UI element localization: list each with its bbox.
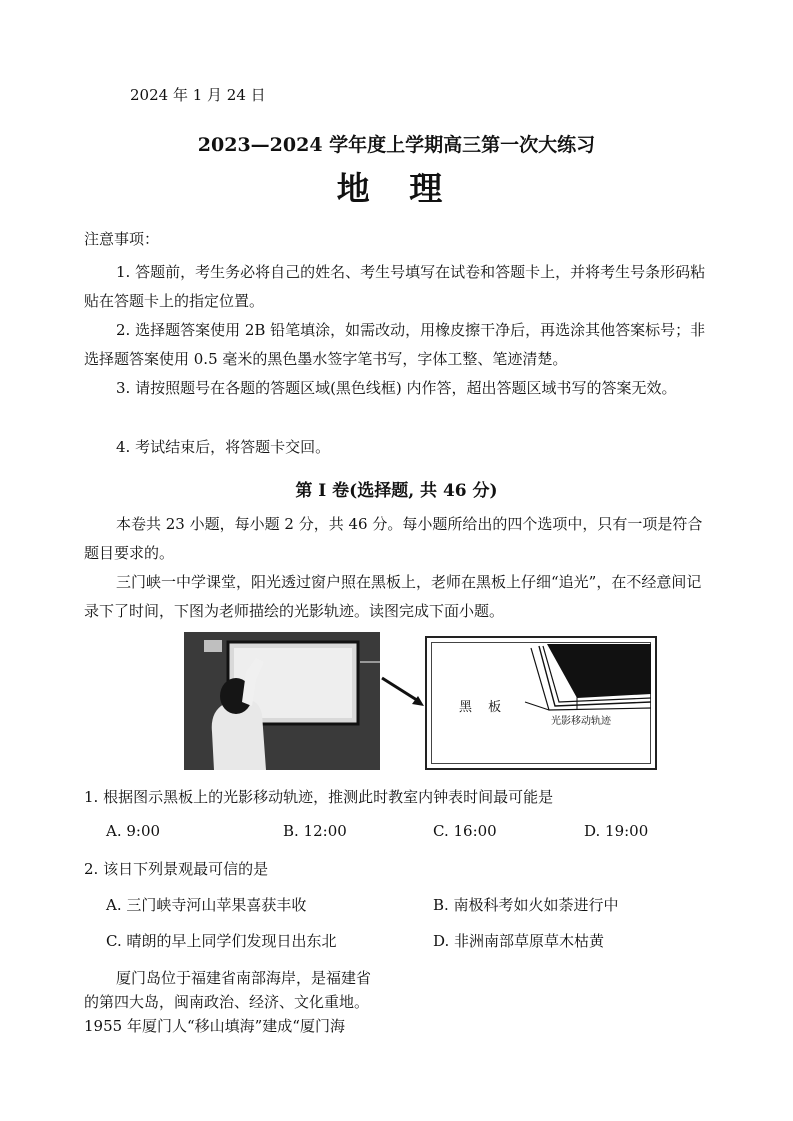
question-2-stem: 2. 该日下列景观最可信的是 bbox=[84, 860, 269, 878]
material-2-line-2: 的第四大岛，闽南政治、经济、文化重地。 bbox=[84, 993, 370, 1011]
material-2-line-1: 厦门岛位于福建省南部海岸，是福建省 bbox=[116, 969, 372, 987]
question-1-option-b: B. 12:00 bbox=[283, 822, 347, 840]
question-1-option-c: C. 16:00 bbox=[433, 822, 497, 840]
classroom-photo-drawing bbox=[184, 632, 380, 770]
question-1-option-d: D. 19:00 bbox=[584, 822, 649, 840]
question-2-option-d: D. 非洲南部草原草木枯黄 bbox=[433, 932, 605, 950]
question-2-option-a: A. 三门峡寺河山苹果喜获丰收 bbox=[106, 896, 307, 914]
notice-item-1: 1. 答题前，考生务必将自己的姓名、考生号填写在试卷和答题卡上，并将考生号条形码粘贴在答题卡上的指定位置。 bbox=[84, 263, 706, 310]
notice-item-2: 2. 选择题答案使用 2B 铅笔填涂，如需改动，用橡皮擦干净后，再选涂其他答案标号；非选择题答案使用 0.5 毫米的黑色墨水签字笔书写，字体工整、笔迹清楚。 bbox=[84, 321, 706, 368]
figure-light-track bbox=[184, 632, 658, 774]
question-1-option-a: A. 9:00 bbox=[106, 822, 161, 840]
notice-heading: 注意事项： bbox=[84, 230, 160, 248]
question-1-stem: 1. 根据图示黑板上的光影移动轨迹，推测此时教室内钟表时间最可能是 bbox=[84, 788, 554, 806]
blackboard-diagram bbox=[425, 636, 657, 770]
section-title: 第 I 卷(选择题, 共 46 分) bbox=[295, 481, 498, 501]
arrow-icon bbox=[380, 672, 428, 712]
exam-subtitle: 2023—2024 学年度上学期高三第一次大练习 bbox=[197, 134, 596, 156]
material-1: 三门峡一中学课堂，阳光透过窗户照在黑板上，老师在黑板上仔细“追光”，在不经意间记录下了时间，下图为老师描绘的光影轨迹。读图完成下面小题。 bbox=[84, 573, 702, 620]
exam-title: 地 理 bbox=[336, 169, 457, 208]
classroom-photo bbox=[184, 632, 380, 770]
question-2-option-b: B. 南极科考如火如荼进行中 bbox=[433, 896, 619, 914]
exam-date: 2024 年 1 月 24 日 bbox=[130, 86, 266, 104]
notice-item-4: 4. 考试结束后，将答题卡交回。 bbox=[116, 438, 331, 456]
notice-item-3: 3. 请按照题号在各题的答题区域(黑色线框) 内作答，超出答题区域书写的答案无效。 bbox=[116, 379, 677, 397]
light-track-label: 光影移动轨迹 bbox=[551, 716, 611, 727]
section-intro: 本卷共 23 小题，每小题 2 分，共 46 分。每小题所给出的四个选项中，只有一项是符合题目要求的。 bbox=[84, 515, 703, 562]
material-2-line-3: 1955 年厦门人“移山填海”建成“厦门海 bbox=[84, 1017, 345, 1035]
question-2-option-c: C. 晴朗的早上同学们发现日出东北 bbox=[106, 932, 337, 950]
blackboard-label: 黑 板 bbox=[459, 700, 508, 715]
